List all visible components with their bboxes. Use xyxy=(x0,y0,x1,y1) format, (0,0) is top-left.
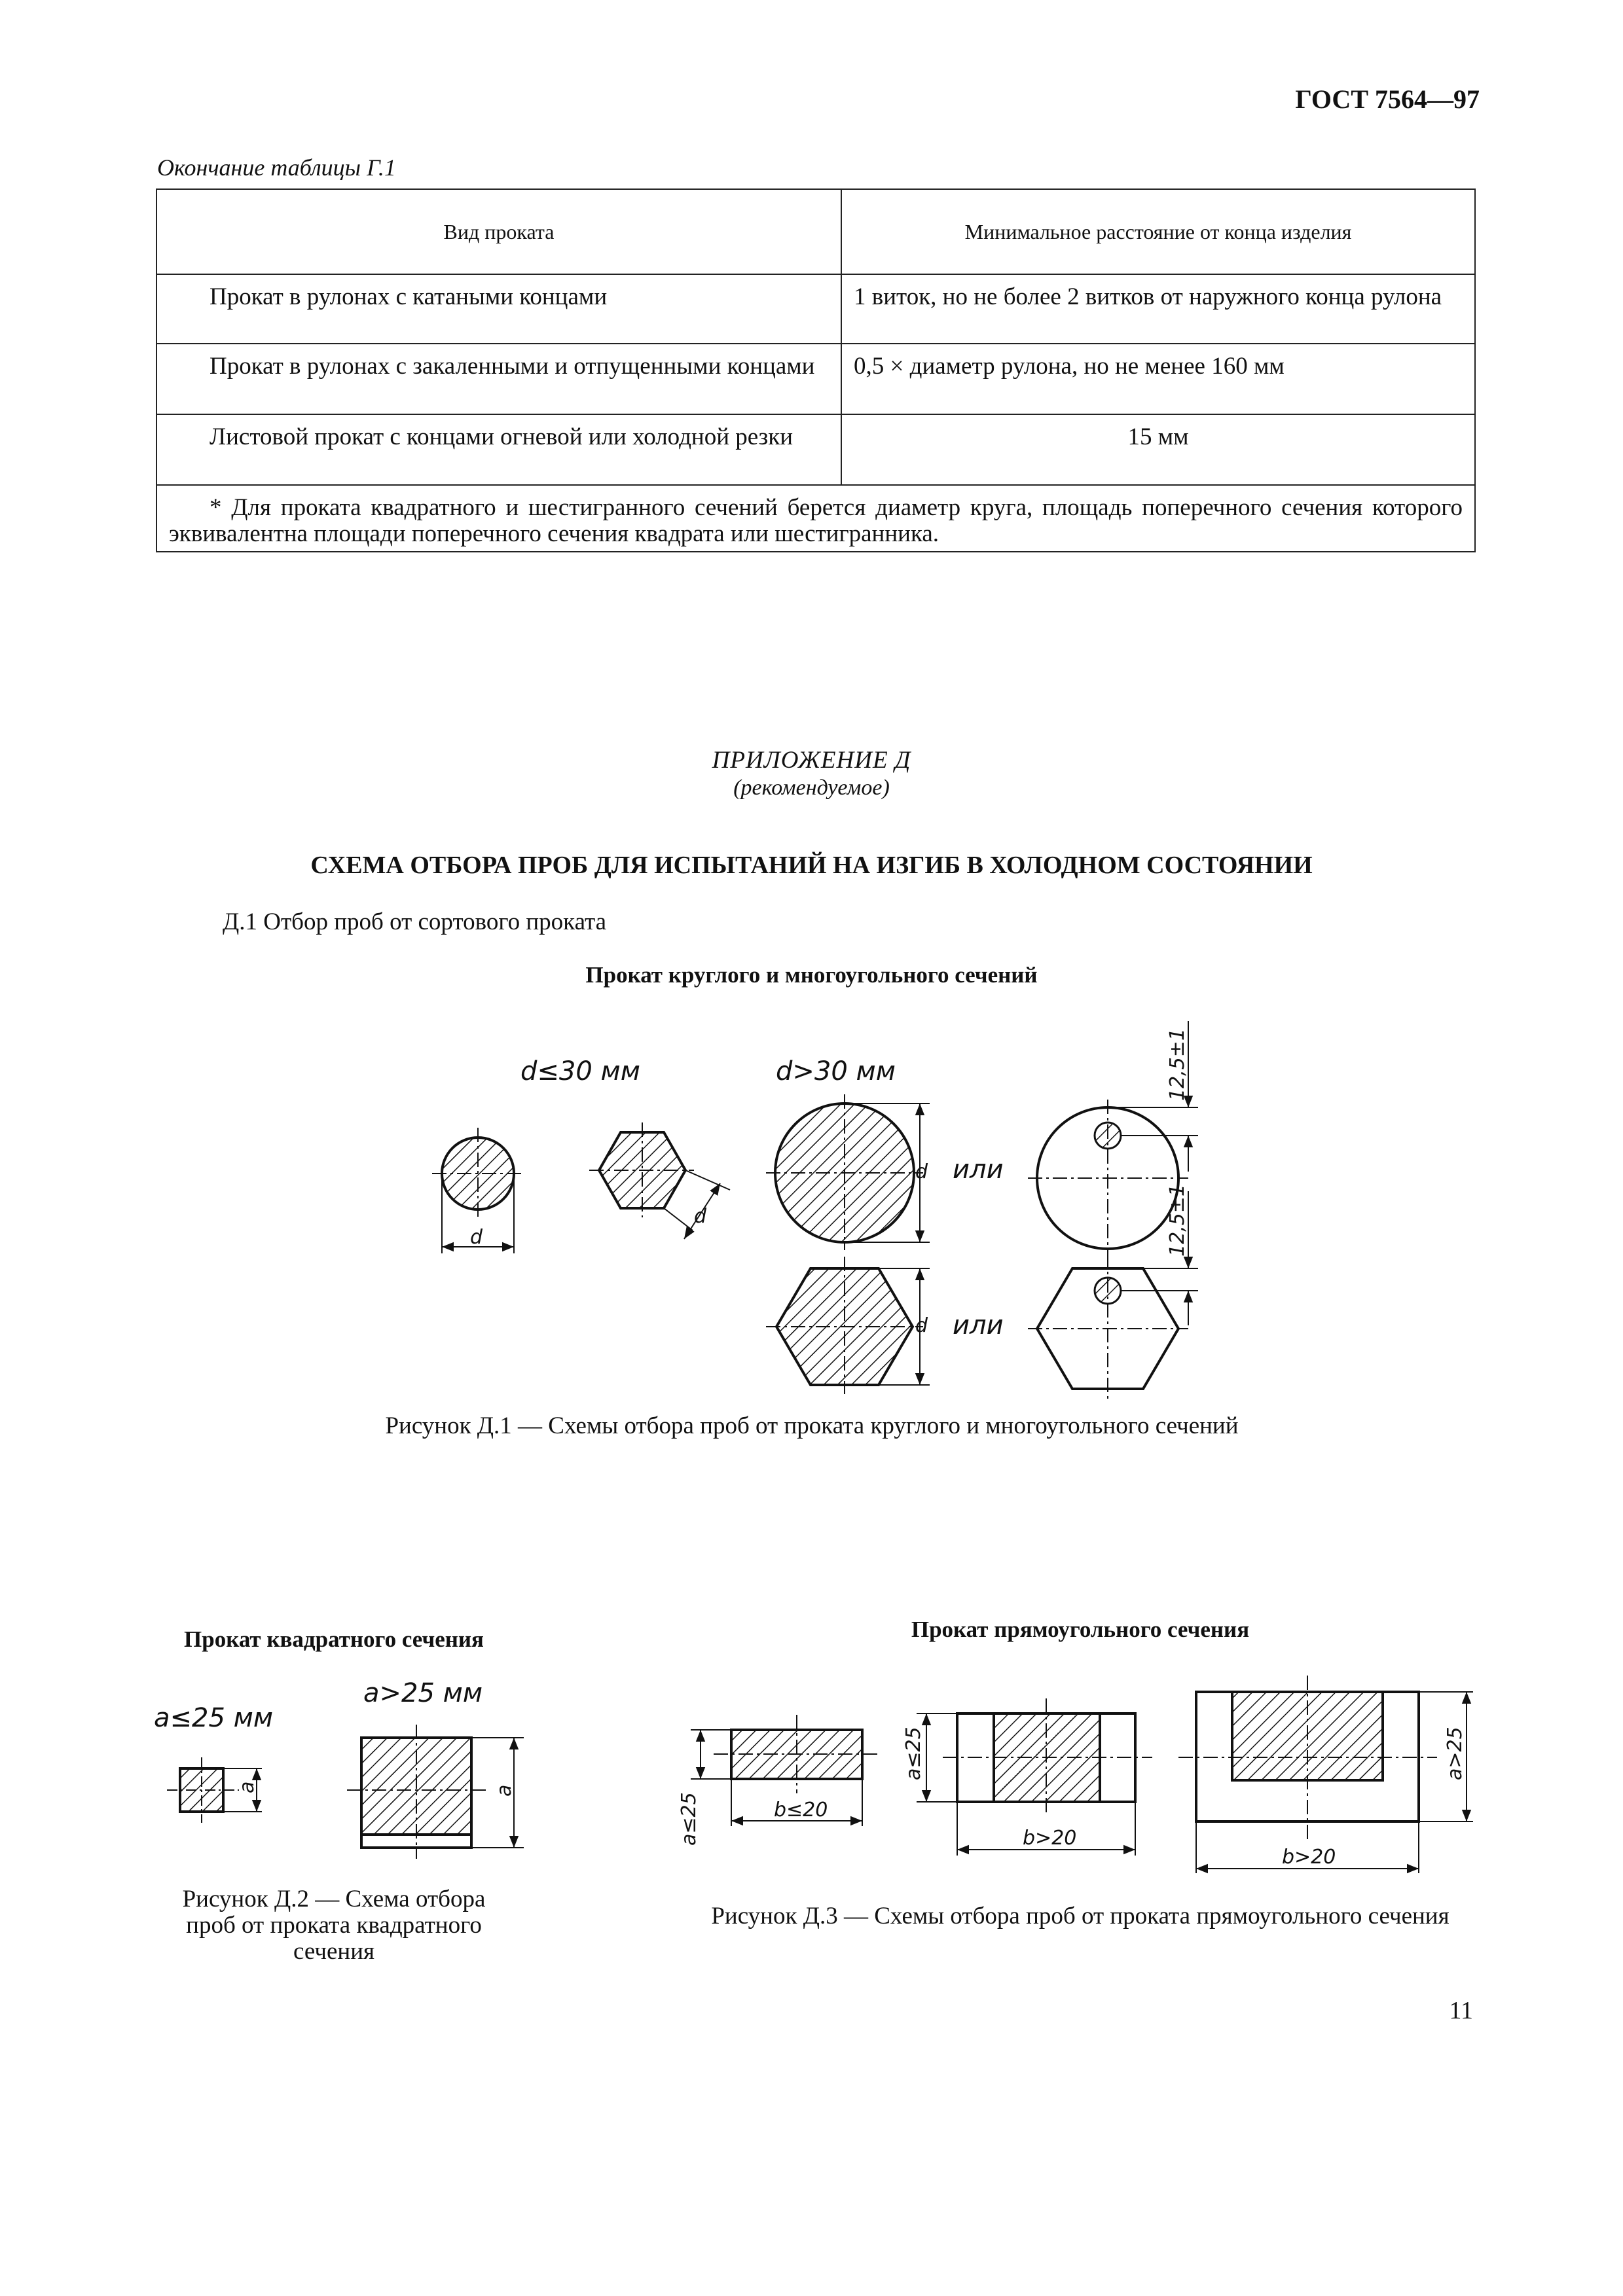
table-caption: Окончание таблицы Г.1 xyxy=(157,154,396,181)
page-number: 11 xyxy=(1449,1997,1473,2024)
column-header-distance: Минимальное расстояние от конца изделия xyxy=(841,189,1475,274)
dim-b-large-rect: b>20 xyxy=(1282,1846,1336,1869)
dim-b-thin-rect: b≤20 xyxy=(774,1799,828,1821)
figure2-caption: Рисунок Д.2 — Схема отбора проб от проката квадратного сечения xyxy=(182,1886,486,1965)
or-label-top: или xyxy=(953,1155,1004,1185)
large-hexagon-section xyxy=(766,1257,930,1394)
small-hexagon-section xyxy=(589,1122,730,1239)
dim-a-thin-rect: a≤25 xyxy=(678,1792,701,1846)
dim-b-medium-rect: b>20 xyxy=(1023,1827,1077,1850)
clause-d1: Д.1 Отбор проб от сортового проката xyxy=(223,908,607,935)
label-d-large: d>30 мм xyxy=(776,1056,896,1086)
document-number: ГОСТ 7564—97 xyxy=(1295,84,1480,114)
figure3-caption: Рисунок Д.3 — Схемы отбора проб от проката прямоугольного сечения xyxy=(711,1903,1450,1929)
dim-d-circle: d xyxy=(470,1226,483,1249)
figure2-subheading: Прокат квадратного сечения xyxy=(184,1626,484,1652)
dim-a-large-square: a xyxy=(493,1784,516,1797)
figure1-caption: Рисунок Д.1 — Схемы отбора проб от проката круглого и многоугольного сечений xyxy=(385,1412,1239,1439)
dim-a-medium-rect: a≤25 xyxy=(902,1727,925,1780)
figure1-subheading: Прокат круглого и многоугольного сечений xyxy=(585,962,1038,988)
table-footnote: * Для проката квадратного и шестигранного сечений берется диаметр круга, площадь поперечного сечения которого эквивалентна площади поперечного сечения квадрата или шестигранника. xyxy=(156,485,1475,552)
cell-distance: 15 мм xyxy=(841,414,1475,485)
dim-d-large-circle: d xyxy=(915,1160,928,1183)
section-heading: СХЕМА ОТБОРА ПРОБ ДЛЯ ИСПЫТАНИЙ НА ИЗГИБ В ХОЛОДНОМ СОСТОЯНИИ xyxy=(310,852,1313,879)
dim-d-large-hex: d xyxy=(915,1314,928,1337)
large-round-section xyxy=(766,1094,930,1250)
large-rect-section xyxy=(1178,1676,1473,1873)
or-label-bottom: или xyxy=(953,1310,1004,1340)
dim-offset-bottom: 12,5±1 xyxy=(1166,1183,1189,1257)
cell-distance: 0,5 × диаметр рулона, но не менее 160 мм xyxy=(841,344,1475,414)
appendix-subtitle: (рекомендуемое) xyxy=(733,776,890,800)
cell-kind: Листовой прокат с концами огневой или холодной резки xyxy=(156,414,841,485)
dim-a-large-rect: a>25 xyxy=(1444,1727,1467,1780)
column-header-kind: Вид проката xyxy=(156,189,841,274)
appendix-title: ПРИЛОЖЕНИЕ Д xyxy=(712,747,911,774)
dim-offset-top: 12,5±1 xyxy=(1166,1028,1189,1101)
cell-kind: Прокат в рулонах с закаленными и отпущенными концами xyxy=(156,344,841,414)
cell-distance: 1 виток, но не более 2 витков от наружного конца рулона xyxy=(841,274,1475,344)
dim-d-hex: d xyxy=(694,1205,707,1228)
cell-kind: Прокат в рулонах с катаными концами xyxy=(156,274,841,344)
label-a-small: a≤25 мм xyxy=(154,1703,273,1733)
label-a-large: a>25 мм xyxy=(363,1678,483,1708)
figure3-subheading: Прокат прямоугольного сечения xyxy=(911,1617,1250,1642)
dim-a-small-square: a xyxy=(236,1781,259,1793)
label-d-small: d≤30 мм xyxy=(520,1056,640,1086)
